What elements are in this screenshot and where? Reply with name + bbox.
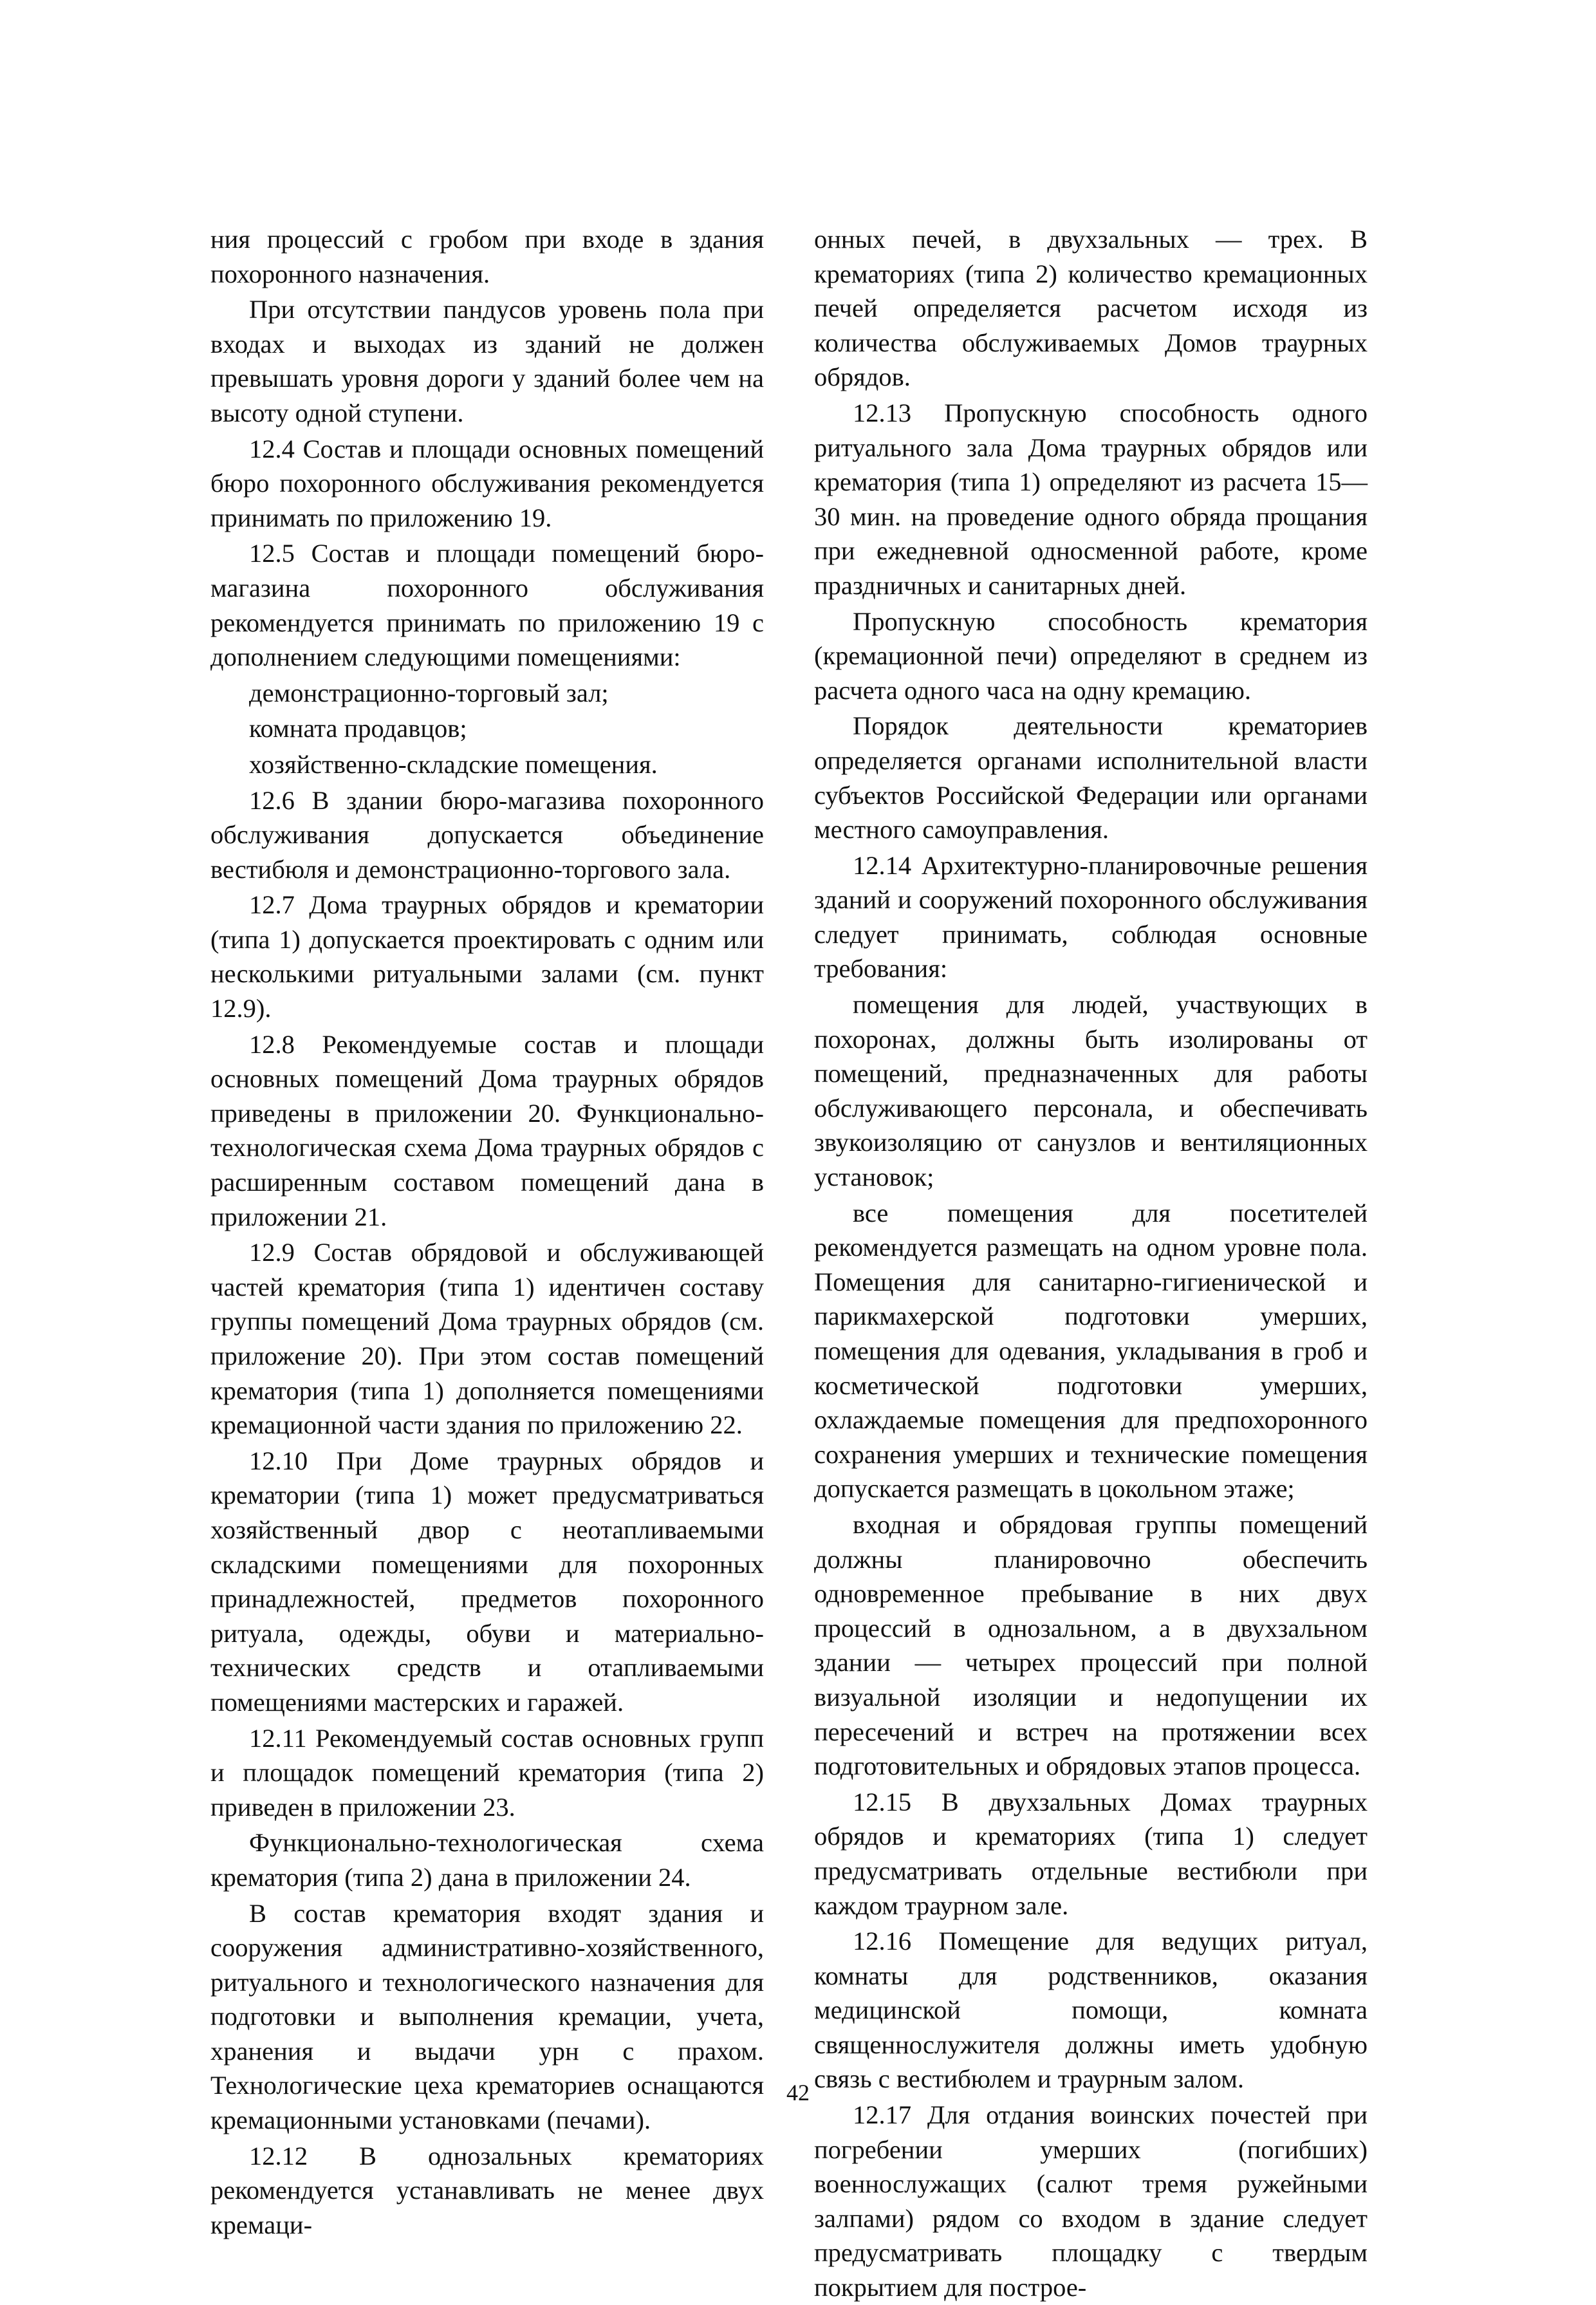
page-number: 42: [786, 2080, 810, 2105]
paragraph: все помещения для посетителей рекомендуется размещать на одном уровне пола. Помещения для санитарно-гигиенической и парикмахерской подготовки умерших, помещения для одевания, укладывания в гроб и косметической подготовки умерших, охлаждаемые помещения для предпохоронного сохранения умерших и технические помещения допускается размещать в цокольном этаже;: [814, 1198, 1368, 1504]
paragraph: При отсутствии пандусов уровень пола при входах и выходах из зданий не должен превышать уровня дороги у зданий более чем на высоту одной ступени.: [210, 295, 764, 427]
paragraph: помещения для людей, участвующих в похоронах, должны быть изолированы от помещений, предназначенных для работы обслуживающего персонала, и обеспечивать звукоизоляцию от санузлов и вентиляционных установок;: [814, 990, 1368, 1192]
paragraph: 12.11 Рекомендуемый состав основных групп и площадок помещений крематория (типа 2) приведен в приложении 23.: [210, 1723, 764, 1822]
paragraph: Порядок деятельности крематориев определяется органами исполнительной власти субъектов Российской Федерации или органами местного самоуправления.: [814, 711, 1368, 845]
paragraph: 12.5 Состав и площади помещений бюро-магазина похоронного обслуживания рекомендуется принимать по приложению 19 с дополнением следующими помещениями:: [210, 539, 764, 672]
paragraph: 12.7 Дома траурных обрядов и крематории (типа 1) допускается проектировать с одним или несколькими ритуальными залами (см. пункт 12.9).: [210, 890, 764, 1023]
paragraph: входная и обрядовая группы помещений должны планировочно обеспечить одновременное пребывание в них двух процессий в однозальном, а в двухзальном здании — четырех процессий при полной визуальной изоляции и недопущении их пересечений и встреч на протяжении всех подготовительных и обрядовых этапов процесса.: [814, 1509, 1368, 1781]
paragraph: В состав крематория входят здания и сооружения административно-хозяйственного, ритуального и технологического назначения для подготовки и выполнения кремации, учета, хранения и выдачи урн с прахом. Технологические цеха крематориев оснащаются кремационными установками (печами).: [210, 1898, 764, 2135]
paragraph: комната продавцов;: [249, 714, 467, 743]
right-column: [814, 222, 1368, 2305]
paragraph: 12.9 Состав обрядовой и обслуживающей частей крематория (типа 1) идентичен составу группы помещений Дома траурных обрядов (см. приложение 20). При этом состав помещений крематория (типа 1) дополняется помещениями кремационной части здания по приложению 22.: [210, 1238, 764, 1440]
paragraph: 12.15 В двухзальных Домах траурных обрядов и крематориях (типа 1) следует предусматривать отдельные вестибюли при каждом траурном зале.: [814, 1787, 1368, 1920]
paragraph: хозяйственно-складские помещения.: [249, 749, 658, 779]
left-column: [210, 222, 764, 2242]
paragraph: онных печей, в двухзальных — трех. В крематориях (типа 2) количество кремационных печей определяется расчетом исходя из количества обслуживаемых Домов траурных обрядов.: [814, 225, 1368, 392]
paragraph: 12.8 Рекомендуемые состав и площади основных помещений Дома траурных обрядов приведены в приложении 20. Функционально-технологическая схема Дома траурных обрядов с расширенным составом помещений дана в приложении 21.: [210, 1029, 764, 1231]
paragraph: демонстрационно-торговый зал;: [249, 678, 609, 707]
paragraph: 12.10 При Доме траурных обрядов и крематории (типа 1) может предусматриваться хозяйственный двор с неотапливаемыми складскими помещениями для похоронных принадлежностей, предметов похоронного ритуала, одежды, обуви и материально-технических средств и отапливаемыми помещениями мастерских и гаражей.: [210, 1446, 764, 1717]
paragraph: 12.13 Пропускную способность одного ритуального зала Дома траурных обрядов или крематория (типа 1) определяют из расчета 15—30 мин. на проведение одного обряда прощания при ежедневной односменной работе, кроме праздничных и санитарных дней.: [814, 398, 1368, 600]
paragraph: Функционально-технологическая схема крематория (типа 2) дана в приложении 24.: [210, 1828, 764, 1892]
paragraph: 12.14 Архитектурно-планировочные решения зданий и сооружений похоронного обслуживания следует принимать, соблюдая основные требования:: [814, 850, 1368, 984]
paragraph: 12.6 В здании бюро-магазива похоронного обслуживания допускается объединение вестибюля и демонстрационно-торгового зала.: [210, 785, 764, 884]
paragraph: 12.16 Помещение для ведущих ритуал, комнаты для родственников, оказания медицинской помощи, комната священнослужителя должны иметь удобную связь с вестибюлем и траурным залом.: [814, 1927, 1368, 2094]
paragraph: Пропускную способность крематория (кремационной печи) определяют в среднем из расчета одного часа на одну кремацию.: [814, 606, 1368, 705]
paragraph: 12.4 Состав и площади основных помещений бюро похоронного обслуживания рекомендуется принимать по приложению 19.: [210, 434, 764, 532]
paragraph: 12.17 Для отдания воинских почестей при погребении умерших (погибших) военнослужащих (салют тремя ружейными залпами) рядом со входом в здание следует предусматривать площадку с твердым покрытием для построе-: [814, 2100, 1368, 2302]
paragraph: 12.12 В однозальных крематориях рекомендуется устанавливать не менее двух кремаци-: [210, 2141, 764, 2239]
paragraph: ния процессий с гробом при входе в здания похоронного назначения.: [210, 225, 764, 288]
